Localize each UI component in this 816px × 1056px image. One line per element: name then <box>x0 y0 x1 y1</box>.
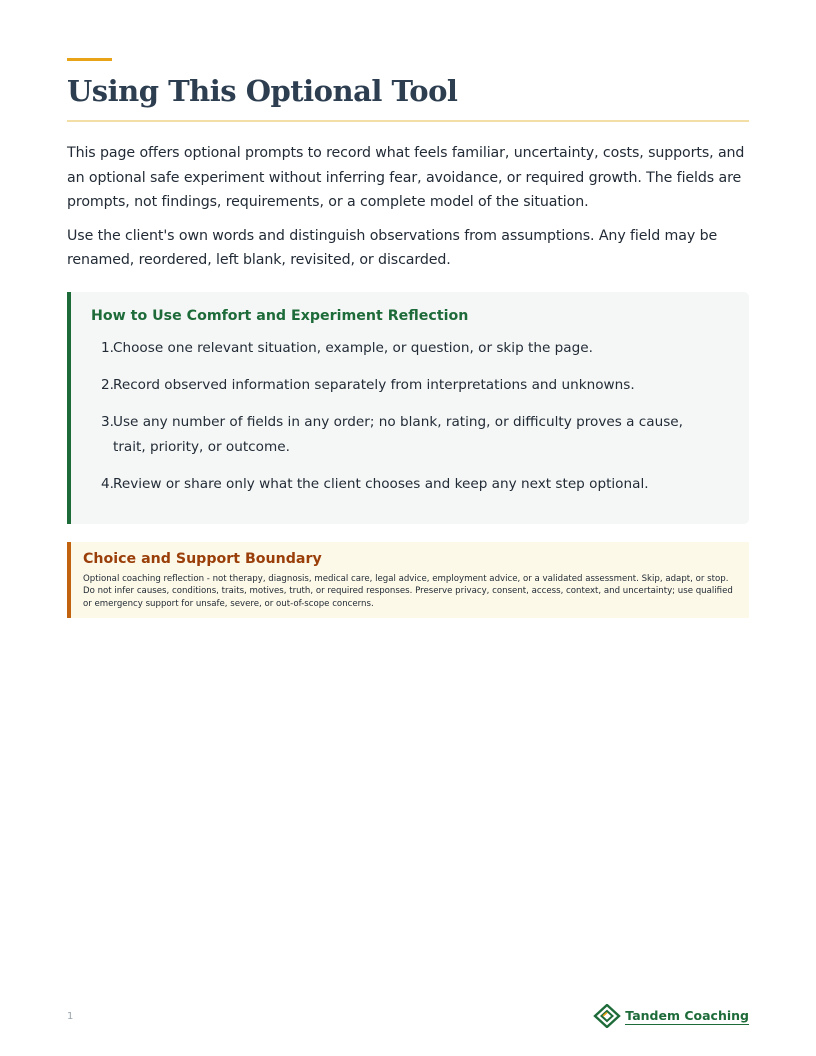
step-text: Choose one relevant situation, example, or question, or skip the page. <box>113 340 593 356</box>
title-divider <box>67 120 749 122</box>
support-boundary-callout <box>67 542 749 618</box>
how-to-steps <box>91 336 691 509</box>
step-number: 1. <box>101 340 114 356</box>
how-to-callout <box>67 292 749 524</box>
title-accent-bar <box>67 58 112 61</box>
brand-footer <box>593 1004 749 1028</box>
tandem-diamond-logo-icon <box>593 1004 621 1028</box>
step-number: 2. <box>101 377 114 393</box>
page-title: Using This Optional Tool <box>67 74 458 108</box>
how-to-step <box>91 336 691 361</box>
boundary-heading: Choice and Support Boundary <box>83 551 322 567</box>
brand-name: Tandem Coaching <box>625 1007 749 1023</box>
intro-paragraph: This page offers optional prompts to record what feels familiar, uncertainty, costs, supports, and an optional safe experiment without inferring fear, avoidance, or required growth. The fields are prompts, not findings, requirements, or a complete model of the situation. <box>67 145 745 210</box>
step-text: Review or share only what the client chooses and keep any next step optional. <box>113 475 649 492</box>
step-number: 3. <box>101 414 114 430</box>
how-to-step <box>91 410 691 459</box>
intro-paragraph: Use the client's own words and distinguish observations from assumptions. Any field may be renamed, reordered, left blank, revisited, or discarded. <box>67 227 718 268</box>
boundary-text: Optional coaching reflection - not therapy, diagnosis, medical care, legal advice, employment advice, or a validated assessment. Skip, adapt, or stop. Do not infer causes, conditions, traits, motives, truth, or required responses. Preserve privacy, consent, access, context, and uncertainty; use qualified or emergency support for unsafe, severe, or out-of-scope concerns. <box>83 574 733 609</box>
step-text: Use any number of fields in any order; no blank, rating, or difficulty proves a cause, trait, priority, or outcome. <box>113 414 683 455</box>
how-to-step <box>91 373 691 398</box>
how-to-heading: How to Use Comfort and Experiment Reflection <box>91 308 469 324</box>
step-text: Record observed information separately from interpretations and unknowns. <box>113 377 635 393</box>
step-number: 4. <box>101 475 114 492</box>
intro-section <box>67 141 749 282</box>
page-number: 1 <box>67 1011 74 1022</box>
how-to-step <box>91 472 691 497</box>
